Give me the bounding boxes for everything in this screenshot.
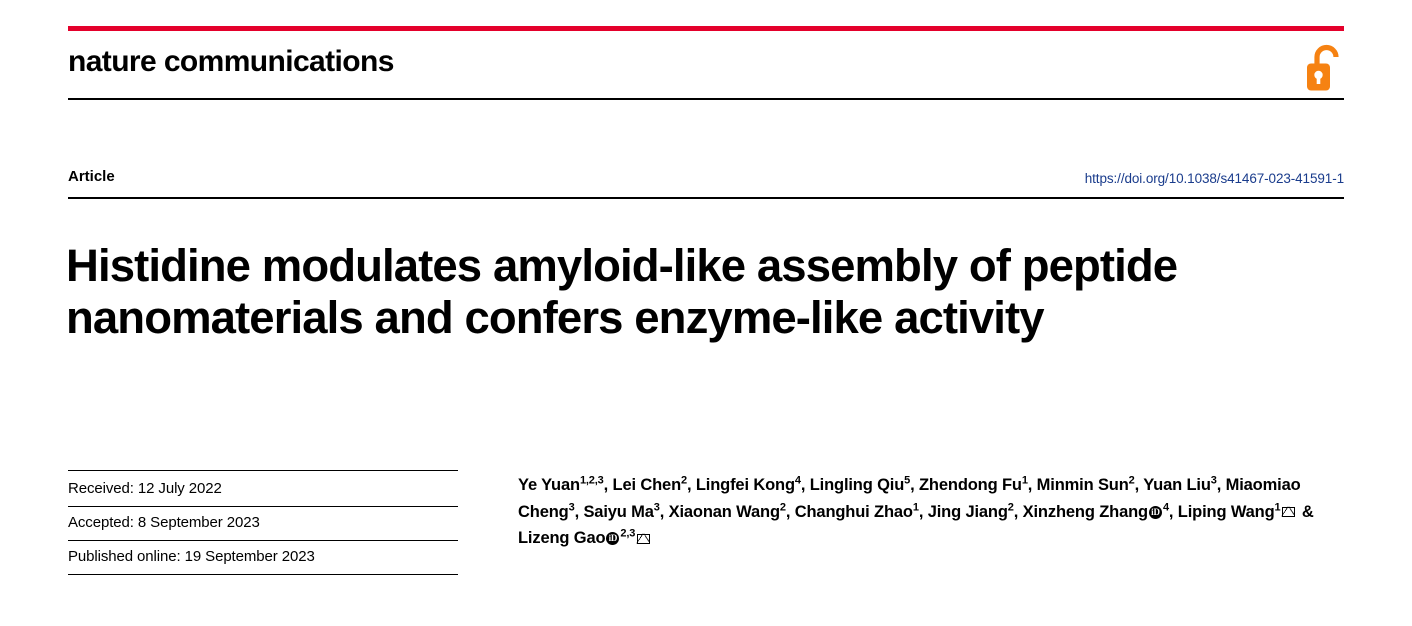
publication-history <box>68 470 458 575</box>
author-lizeng-gao[interactable]: Lizeng Gao iD $^{2,3}$ <box>518 527 636 547</box>
author-changhui-zhao[interactable]: Changhui Zhao$^1$ <box>794 501 919 521</box>
author-xinzheng-zhang[interactable]: Xinzheng Zhang iD $^4$ <box>1022 501 1169 521</box>
author-lei-chen[interactable]: Lei Chen$^2$ <box>612 474 687 494</box>
published-online-date: Published online: 19 September 2023 <box>68 541 458 575</box>
accepted-date: Accepted: 8 September 2023 <box>68 507 458 541</box>
author-lingfei-kong[interactable]: Lingfei Kong$^4$ <box>695 474 801 494</box>
received-date: Received: 12 July 2022 <box>68 470 458 507</box>
author-zhendong-fu[interactable]: Zhendong Fu$^1$ <box>919 474 1028 494</box>
open-access-padlock-icon <box>1304 44 1350 94</box>
author-miaomiao-cheng[interactable]: Miaomiao Cheng$^3$ <box>518 476 1301 521</box>
author-minmin-sun[interactable]: Minmin Sun$^2$ <box>1036 474 1135 494</box>
orcid-icon[interactable]: iD <box>606 532 619 545</box>
author-jing-jiang[interactable]: Jing Jiang$^2$ <box>927 501 1014 521</box>
author-liping-wang[interactable]: Liping Wang$^1$ <box>1177 501 1281 521</box>
email-icon[interactable] <box>1282 507 1295 517</box>
author-list: Ye Yuan$^{1,2,3}$, Lei Chen$^2$, Lingfei Kong$^4$, Lingling Qiu$^5$, Zhendong Fu$^1$, Minmin Sun$^2$, Yuan Liu$^3$, Miaomiao Cheng$^3$, Saiyu Ma$^3$, Xiaonan Wang$^2$, Changhui Zhao$^1$, Jing Jiang$^2$, Xinzheng Zhang iD $^4$, Liping Wang$^1$ & Lizeng Gao iD $^{2,3}$ <box>518 474 1314 547</box>
author-yuan-liu[interactable]: Yuan Liu$^3$ <box>1143 474 1217 494</box>
author-lingling-qiu[interactable]: Lingling Qiu$^5$ <box>809 474 911 494</box>
header-divider <box>68 197 1344 199</box>
red-accent-rule <box>68 26 1344 31</box>
masthead-divider <box>68 98 1344 100</box>
article-type-label: Article <box>68 168 115 185</box>
author-saiyu-ma[interactable]: Saiyu Ma$^3$ <box>583 501 660 521</box>
journal-masthead: nature communications <box>68 45 394 78</box>
author-xiaonan-wang[interactable]: Xiaonan Wang$^2$ <box>668 501 786 521</box>
page-title: Histidine modulates amyloid-like assembly of peptide nanomaterials and confers enzyme-like activity <box>66 240 1178 344</box>
orcid-icon[interactable]: iD <box>1149 506 1162 519</box>
author-ye-yuan[interactable]: Ye Yuan$^{1,2,3}$ <box>518 474 604 494</box>
doi-link[interactable]: https://doi.org/10.1038/s41467-023-41591-1 <box>1084 171 1344 186</box>
email-icon[interactable] <box>637 534 650 544</box>
